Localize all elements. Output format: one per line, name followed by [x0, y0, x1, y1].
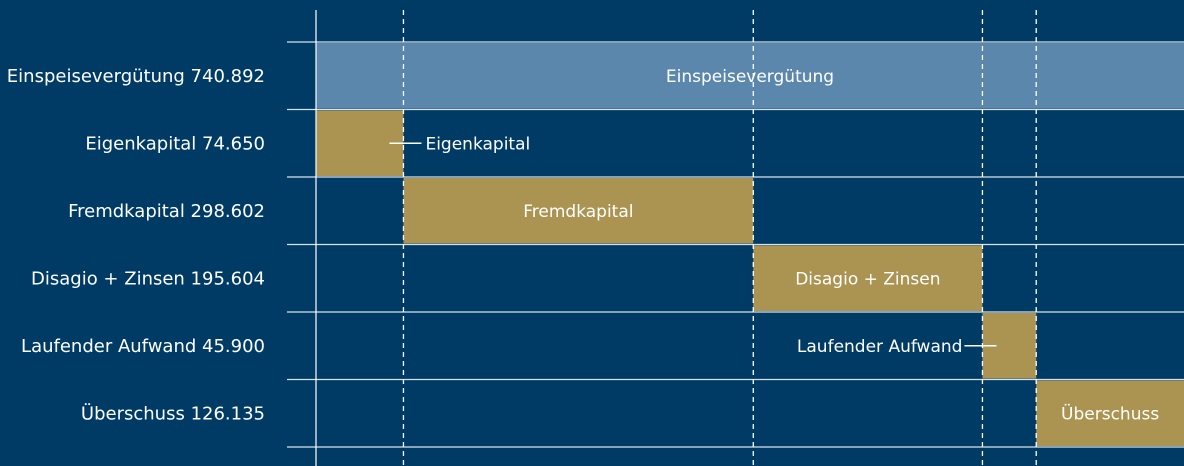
row-label: Disagio + Zinsen 195.604: [31, 268, 265, 290]
bar-label: Überschuss: [1061, 404, 1160, 425]
bar-label: Laufender Aufwand: [796, 336, 963, 357]
row-label: Laufender Aufwand 45.900: [21, 335, 265, 357]
row-label: Einspeisevergütung 740.892: [6, 65, 265, 87]
row-label: Fremdkapital 298.602: [68, 200, 265, 222]
bar-label: Disagio + Zinsen: [795, 269, 941, 290]
row-label: Eigenkapital 74.650: [85, 133, 265, 155]
bar-label: Fremdkapital: [523, 201, 634, 222]
bar-label: Eigenkapital: [425, 134, 531, 155]
bar-label: Einspeisevergütung: [665, 66, 835, 87]
row-label: Überschuss 126.135: [80, 403, 265, 425]
